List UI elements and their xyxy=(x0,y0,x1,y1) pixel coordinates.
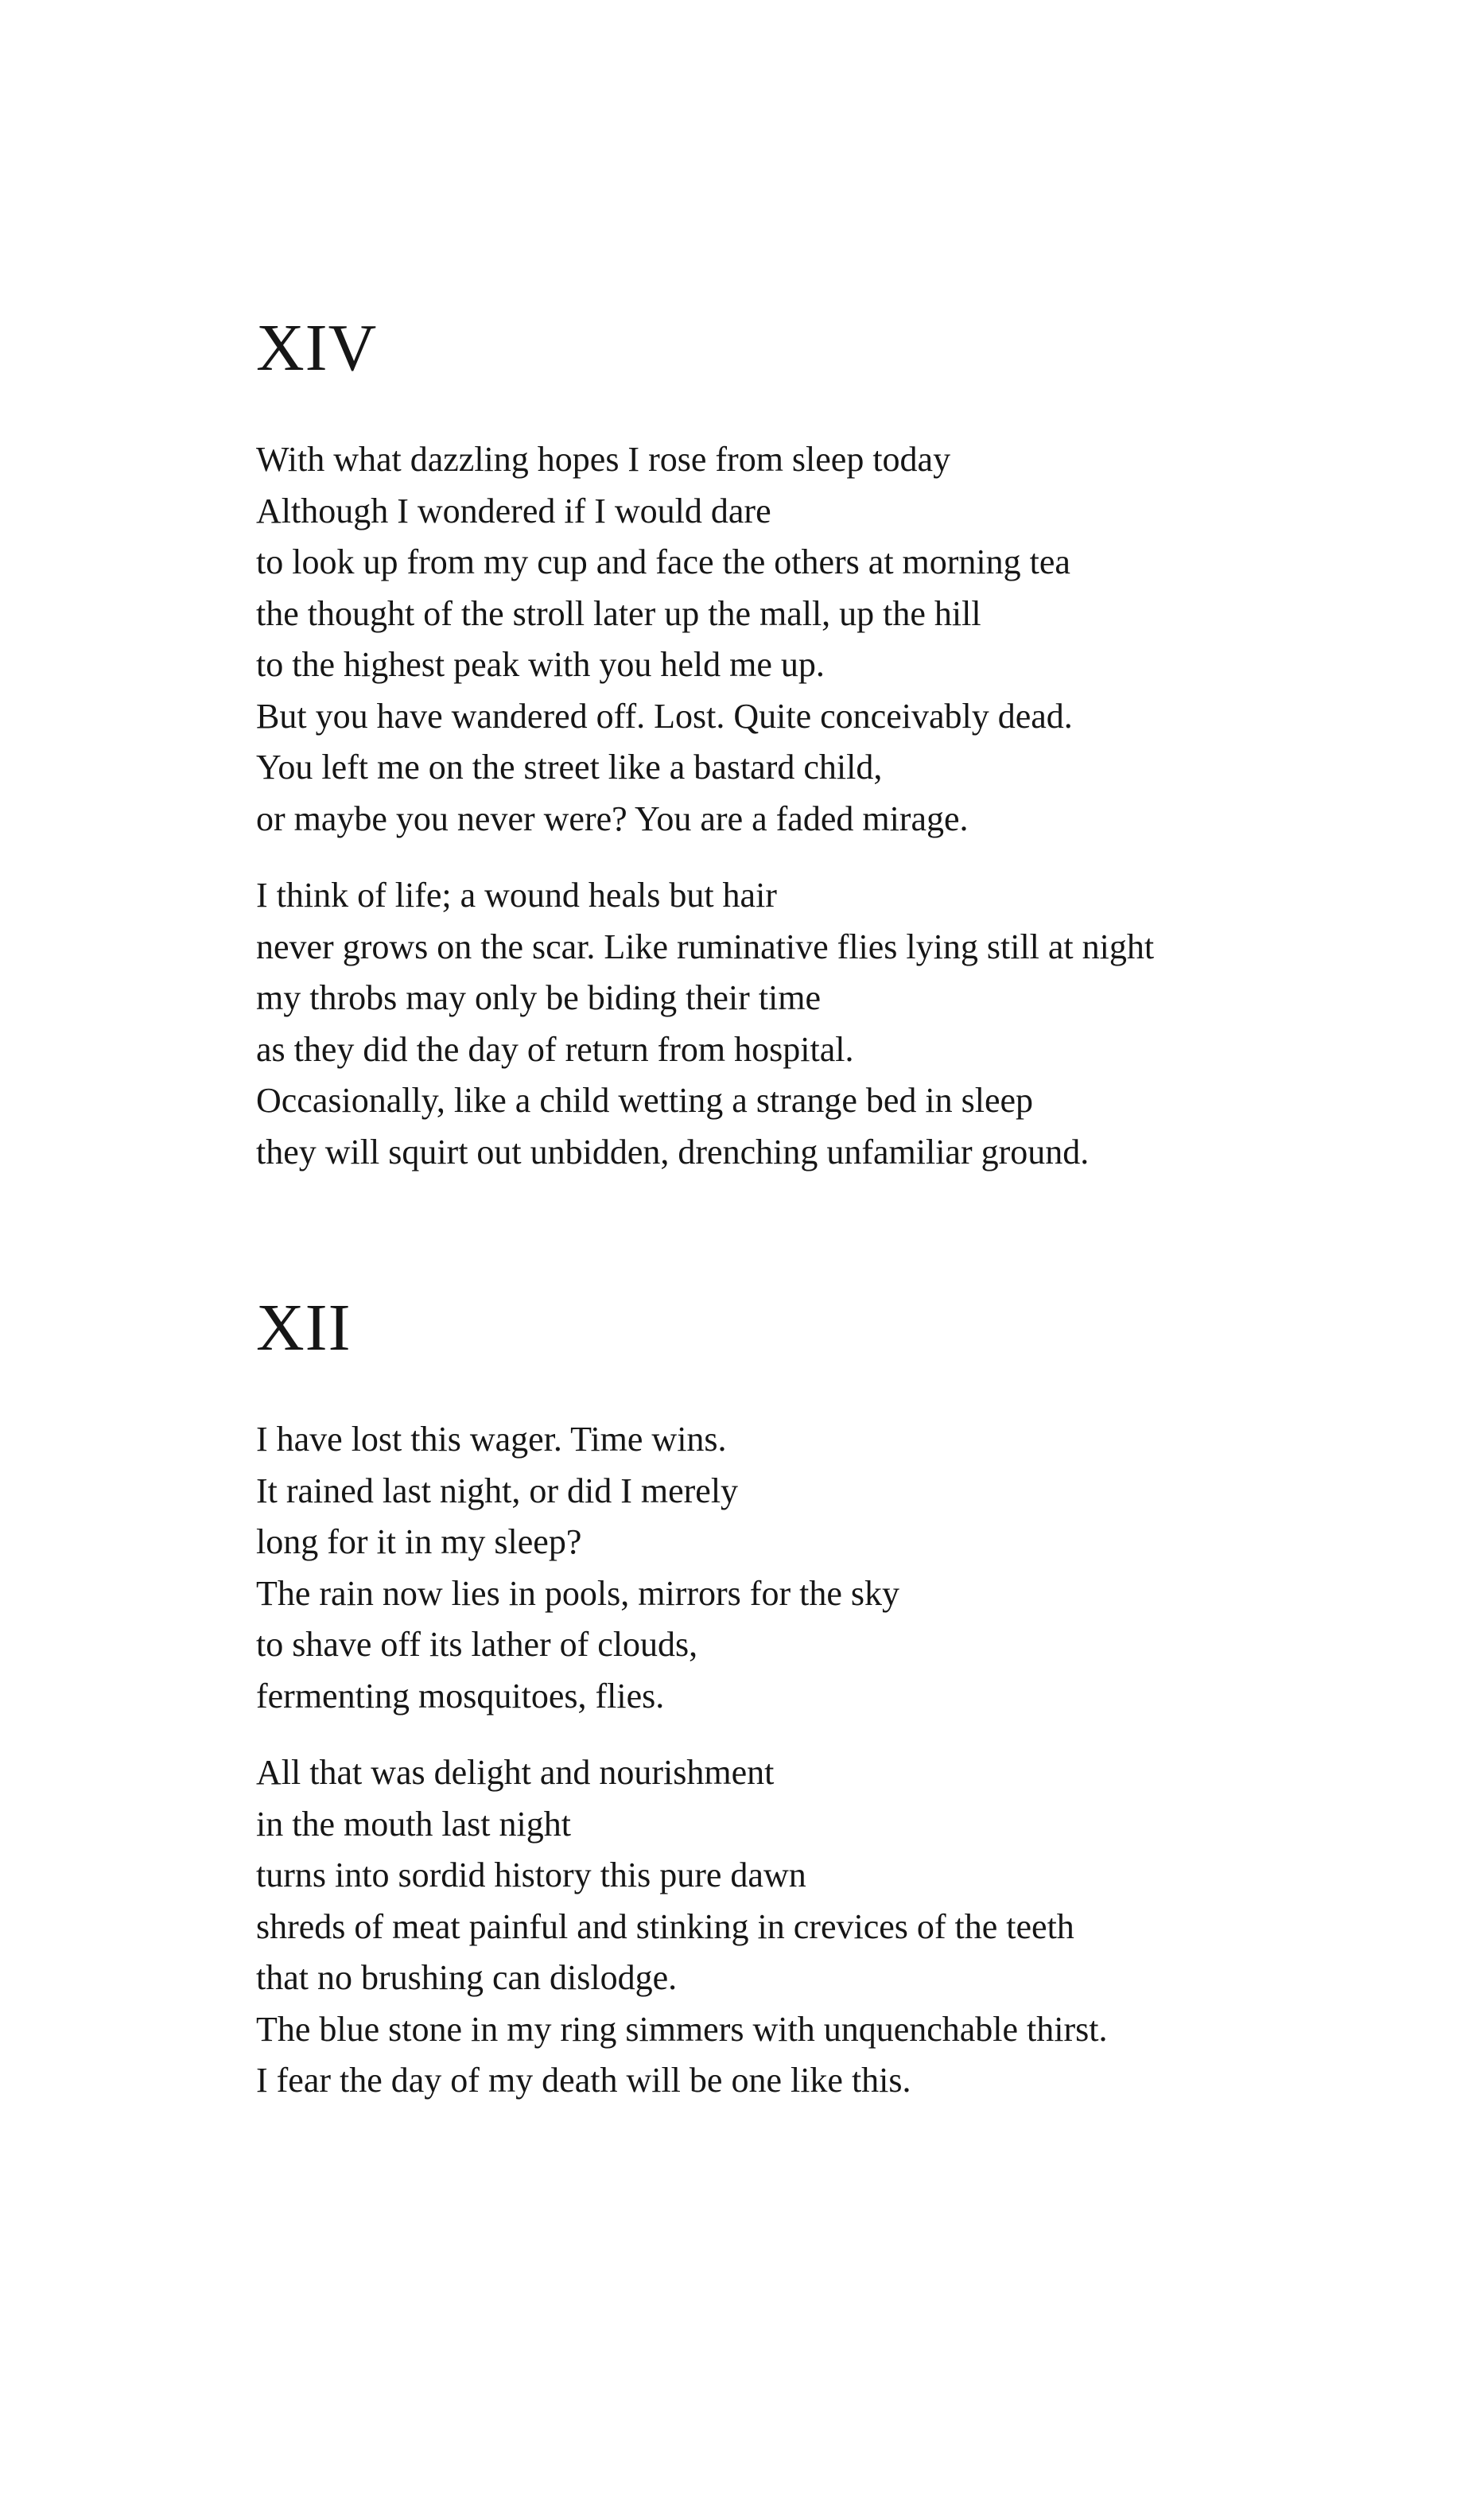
poem-line: turns into sordid history this pure dawn xyxy=(256,1855,806,1894)
poem-line: The rain now lies in pools, mirrors for the sky xyxy=(256,1573,899,1613)
poem-line: With what dazzling hopes I rose from sleep today xyxy=(256,440,951,479)
poem-title: XII xyxy=(256,1291,352,1365)
poem-line: my throbs may only be biding their time xyxy=(256,978,822,1017)
poem-line: I think of life; a wound heals but hair xyxy=(256,876,777,915)
poem-line: never grows on the scar. Like ruminative flies lying still at night xyxy=(256,927,1155,966)
poem-line: shreds of meat painful and stinking in crevices of the teeth xyxy=(256,1906,1074,1946)
poem-line: they will squirt out unbidden, drenching unfamiliar ground. xyxy=(256,1132,1090,1172)
poem-title: XIV xyxy=(256,311,378,385)
poem-line: to shave off its lather of clouds, xyxy=(256,1625,698,1664)
poem-line: It rained last night, or did I merely xyxy=(256,1471,739,1510)
stanza xyxy=(256,434,1369,845)
poem-line: But you have wandered off. Lost. Quite conceivably dead. xyxy=(256,696,1073,736)
poem-line: All that was delight and nourishment xyxy=(256,1753,775,1792)
poem-line: Although I wondered if I would dare xyxy=(256,491,771,530)
poem-line: I have lost this wager. Time wins. xyxy=(256,1420,727,1459)
poem-line: fermenting mosquitoes, flies. xyxy=(256,1676,665,1716)
poem-xiv xyxy=(256,309,1369,1178)
poem-line: as they did the day of return from hospital. xyxy=(256,1029,854,1069)
poem-xii xyxy=(256,1288,1369,2107)
stanza xyxy=(256,1747,1369,2107)
poem-line: Occasionally, like a child wetting a strange bed in sleep xyxy=(256,1081,1034,1120)
poem-line: I fear the day of my death will be one like this. xyxy=(256,2061,911,2100)
poem-line: the thought of the stroll later up the mall, up the hill xyxy=(256,593,981,633)
poem-line: long for it in my sleep? xyxy=(256,1522,582,1561)
poem-line: You left me on the street like a bastard child, xyxy=(256,748,883,787)
poem-line: The blue stone in my ring simmers with unquenchable thirst. xyxy=(256,2009,1108,2049)
poem-line: to look up from my cup and face the others at morning tea xyxy=(256,542,1070,581)
stanza xyxy=(256,870,1369,1178)
poem-line: in the mouth last night xyxy=(256,1804,571,1844)
stanza xyxy=(256,1414,1369,1722)
poem-line: to the highest peak with you held me up. xyxy=(256,645,825,684)
poem-line: or maybe you never were? You are a faded mirage. xyxy=(256,799,969,838)
poem-line: that no brushing can dislodge. xyxy=(256,1958,678,1997)
